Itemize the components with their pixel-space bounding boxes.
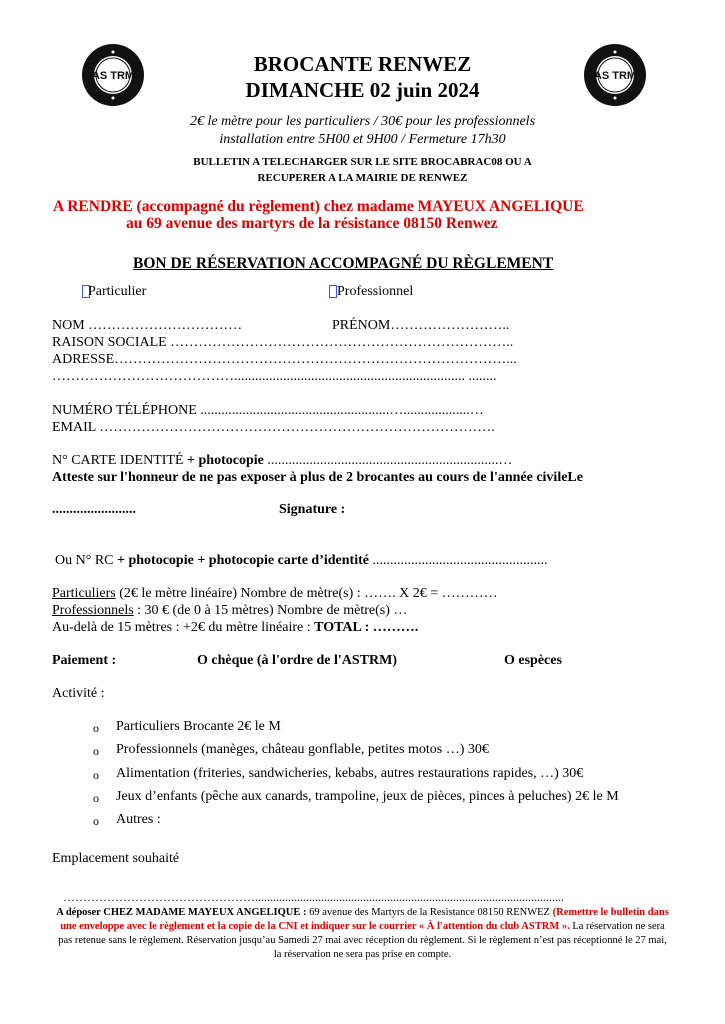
footer-reservation: La réservation ne sera pas retenue sans le règlement. Réservation jusqu’au Samedi 27 mai avec réception du règlement. Si le règlement n’est pas réceptionné le 27 mai, la réservation ne sera pas prise en compte. — [58, 921, 667, 960]
activity-item[interactable]: Autres : — [116, 812, 161, 827]
footer-deposer: A déposer CHEZ MADAME MAYEUX ANGELIQUE : — [56, 907, 307, 918]
paiement-label: Paiement : — [52, 653, 117, 668]
professionnels-label: Professionnels — [52, 603, 134, 618]
bullet-icon: o — [93, 721, 99, 735]
hours-line: installation entre 5H00 et 9H00 / Fermeture 17h30 — [219, 132, 506, 147]
return-line-1: A RENDRE (accompagné du règlement) chez madame MAYEUX ANGELIQUE — [53, 198, 584, 215]
activity-item[interactable]: Alimentation (friteries, sandwicheries, kebabs, autres restaurations rapides, …) 30€ — [116, 766, 584, 781]
bullet-icon: o — [93, 791, 99, 805]
footer-instructions: (Remettre le bulletin dans une enveloppe avec le règlement et la copie de la CNI et indiquer sur le courrier « À l'attention du club ASTRM ». — [60, 907, 669, 932]
activity-item[interactable]: Particuliers Brocante 2€ le M — [116, 719, 281, 734]
rc-label: Ou N° RC — [55, 553, 114, 568]
email-field[interactable]: EMAIL …………………………………………………………………………. — [52, 420, 495, 435]
nom-field[interactable]: NOM …………………………… — [52, 318, 243, 333]
event-date: DIMANCHE 02 juin 2024 — [245, 78, 480, 102]
bullet-icon: o — [93, 744, 99, 758]
footer-address: 69 avenue des Martyrs de la Resistance 08150 RENWEZ — [306, 907, 550, 918]
carte-identite-field[interactable] — [52, 453, 512, 469]
footer-notice — [55, 906, 670, 962]
emplacement-label: Emplacement souhaité — [52, 851, 180, 866]
form-heading: BON DE RÉSERVATION ACCOMPAGNÉ DU RÈGLEMENT — [133, 255, 554, 272]
especes-option[interactable]: O espèces — [504, 653, 562, 668]
telephone-field[interactable]: NUMÉRO TÉLÉPHONE ......................................................…...................… — [52, 403, 484, 418]
professionnels-line — [52, 603, 407, 619]
activity-item[interactable]: Professionnels (manèges, château gonflable, petites motos …) 30€ — [116, 742, 489, 757]
audela-line — [52, 620, 418, 636]
svg-text:AS TRM: AS TRM — [91, 70, 135, 82]
adresse-field-2[interactable]: ………………………………….................................................................. ........ — [52, 369, 497, 384]
date-field[interactable]: ........................ — [52, 502, 136, 517]
total-field[interactable]: TOTAL : ………. — [314, 620, 419, 635]
svg-text:AS TRM: AS TRM — [593, 70, 637, 82]
rc-field[interactable] — [55, 553, 548, 569]
particuliers-line — [52, 586, 498, 602]
rc-photocopie: + photocopie + photocopie carte d’identité — [117, 553, 369, 568]
attestation-text: Atteste sur l'honneur de ne pas exposer à plus de 2 brocantes au cours de l'année civileLe — [52, 470, 583, 485]
event-title: BROCANTE RENWEZ — [253, 52, 472, 76]
prenom-field[interactable]: PRÉNOM…………………….. — [332, 318, 510, 333]
bullet-icon: o — [93, 814, 99, 828]
carte-photocopie: + photocopie — [187, 453, 264, 468]
bulletin-line-2: RECUPERER A LA MAIRIE DE RENWEZ — [257, 172, 468, 184]
audela-text: Au-delà de 15 mètres : +2€ du mètre linéaire : — [52, 620, 311, 635]
particuliers-text: (2€ le mètre linéaire) Nombre de mètre(s) : ……. X 2€ = ………… — [119, 586, 498, 601]
particulier-label: Particulier — [88, 284, 147, 299]
activity-item[interactable]: Jeux d’enfants (pêche aux canards, trampoline, jeux de pièces, pinces à peluches) 2€ le M — [116, 789, 619, 804]
cheque-option[interactable]: O chèque (à l'ordre de l'ASTRM) — [197, 653, 398, 668]
activite-label: Activité : — [52, 686, 105, 701]
bulletin-line-1: BULLETIN A TELECHARGER SUR LE SITE BROCABRAC08 OU A — [193, 156, 532, 168]
professionnel-label: Professionnel — [337, 284, 414, 299]
particuliers-label: Particuliers — [52, 586, 116, 601]
professionnel-checkbox[interactable] — [329, 285, 337, 298]
emplacement-field[interactable]: …………………………………………....................................................................................................... — [63, 890, 564, 904]
adresse-field[interactable]: ADRESSE…………………………………………………………………………... — [52, 352, 517, 367]
signature-label: Signature : — [279, 502, 346, 517]
professionnels-text: : 30 € (de 0 à 15 mètres) Nombre de mètre(s) … — [137, 603, 408, 618]
bullet-icon: o — [93, 768, 99, 782]
carte-dots: ..................................................................… — [267, 453, 513, 468]
raison-sociale-field[interactable]: RAISON SOCIALE ……………………………………………………………….. — [52, 335, 514, 350]
return-line-2: au 69 avenue des martyrs de la résistance 08150 Renwez — [126, 215, 498, 232]
carte-label: N° CARTE IDENTITÉ — [52, 453, 184, 468]
rc-dots: .................................................. — [372, 553, 548, 568]
price-line: 2€ le mètre pour les particuliers / 30€ pour les professionnels — [189, 114, 536, 129]
